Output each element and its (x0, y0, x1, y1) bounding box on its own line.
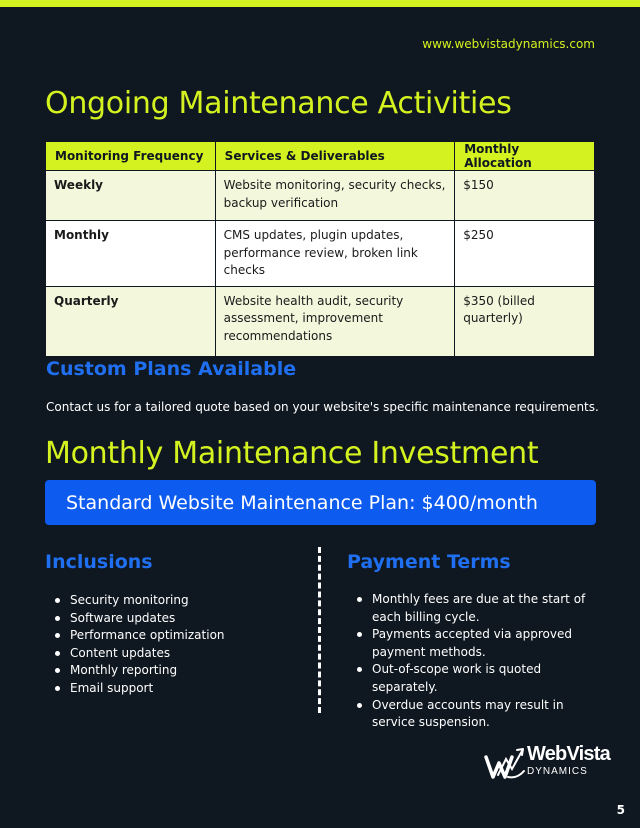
logo-name: WebVista (527, 743, 610, 765)
cell-services: Website monitoring, security checks, backup verification (215, 171, 455, 221)
table-row (46, 221, 595, 287)
list-item: Performance optimization (45, 627, 285, 645)
plan-banner (45, 480, 596, 525)
cell-allocation: $150 (455, 171, 595, 221)
cell-frequency: Weekly (46, 171, 216, 221)
cell-frequency: Monthly (46, 221, 216, 287)
list-item: Out-of-scope work is quoted separately. (347, 661, 607, 696)
list-item: Payments accepted via approved payment methods. (347, 626, 607, 661)
column-header-services: Services & Deliverables (215, 142, 455, 171)
table-row (46, 286, 595, 356)
list-item: Security monitoring (45, 592, 285, 610)
payment-terms-list (347, 591, 607, 732)
inclusions-list (45, 592, 285, 698)
list-item: Email support (45, 680, 285, 698)
cell-frequency: Quarterly (46, 286, 216, 356)
investment-title: Monthly Maintenance Investment (45, 436, 539, 471)
maintenance-title: Ongoing Maintenance Activities (45, 86, 512, 121)
list-item: Content updates (45, 645, 285, 663)
cell-allocation: $250 (455, 221, 595, 287)
cell-allocation: $350 (billed quarterly) (455, 286, 595, 356)
maintenance-table (45, 141, 595, 357)
list-item: Software updates (45, 610, 285, 628)
list-item: Monthly reporting (45, 662, 285, 680)
custom-plans-title: Custom Plans Available (46, 358, 297, 380)
plan-banner-text: Standard Website Maintenance Plan: $400/month (66, 491, 538, 514)
company-logo (484, 743, 610, 779)
custom-plans-text: Contact us for a tailored quote based on your website's specific maintenance requirements. (46, 400, 599, 414)
list-item: Monthly fees are due at the start of each billing cycle. (347, 591, 607, 626)
list-item: Overdue accounts may result in service suspension. (347, 697, 607, 732)
table-header-row (46, 142, 595, 171)
column-divider (318, 547, 321, 713)
website-url: www.webvistadynamics.com (422, 37, 595, 51)
webvista-logo-icon (484, 745, 528, 781)
logo-subtitle: DYNAMICS (527, 766, 588, 777)
payment-terms-title: Payment Terms (347, 551, 511, 573)
inclusions-title: Inclusions (45, 551, 153, 573)
cell-services: CMS updates, plugin updates, performance review, broken link checks (215, 221, 455, 287)
cell-services: Website health audit, security assessment, improvement recommendations (215, 286, 455, 356)
table-row (46, 171, 595, 221)
column-header-frequency: Monitoring Frequency (46, 142, 216, 171)
column-header-allocation: Monthly Allocation (455, 142, 595, 171)
top-accent-bar (0, 0, 640, 7)
page-number: 5 (616, 803, 625, 817)
